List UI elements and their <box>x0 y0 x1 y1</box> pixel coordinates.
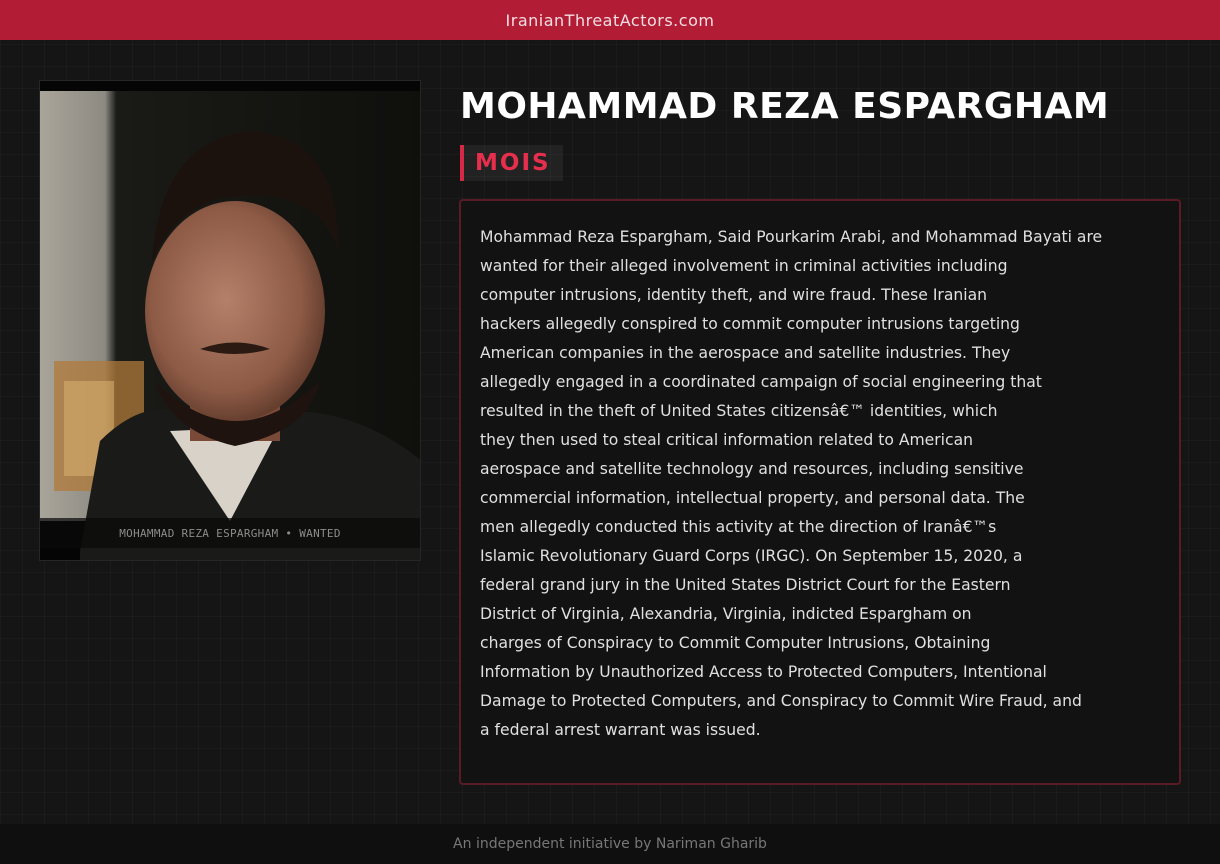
bio-line: aerospace and satellite technology and resources, including sensitive <box>480 460 1024 478</box>
site-header <box>0 0 1220 40</box>
bio-line: resulted in the theft of United States citizensâ€™ identities, which <box>480 402 998 420</box>
bio-line: Information by Unauthorized Access to Protected Computers, Intentional <box>480 663 1047 681</box>
bio-panel <box>459 199 1181 785</box>
bio-line: allegedly engaged in a coordinated campaign of social engineering that <box>480 373 1042 391</box>
bio-text <box>480 223 1160 745</box>
bio-line: District of Virginia, Alexandria, Virginia, indicted Espargham on <box>480 605 972 623</box>
site-footer <box>0 824 1220 864</box>
agency-badge <box>460 145 563 181</box>
bio-line: charges of Conspiracy to Commit Computer Intrusions, Obtaining <box>480 634 991 652</box>
bio-line: American companies in the aerospace and satellite industries. They <box>480 344 1011 362</box>
photo-caption: MOHAMMAD REZA ESPARGHAM • WANTED <box>40 518 420 548</box>
bio-line: a federal arrest warrant was issued. <box>480 721 761 739</box>
bio-line: they then used to steal critical information related to American <box>480 431 974 449</box>
bio-line: Damage to Protected Computers, and Conspiracy to Commit Wire Fraud, and <box>480 692 1082 710</box>
site-title[interactable]: IranianThreatActors.com <box>505 10 715 30</box>
bio-line: computer intrusions, identity theft, and wire fraud. These Iranian <box>480 286 988 304</box>
bio-line: hackers allegedly conspired to commit computer intrusions targeting <box>480 315 1020 333</box>
bio-line: commercial information, intellectual property, and personal data. The <box>480 489 1025 507</box>
bio-line: wanted for their alleged involvement in criminal activities including <box>480 257 1008 275</box>
footer-credit: An independent initiative by Nariman Gharib <box>453 836 767 852</box>
bio-line: Mohammad Reza Espargham, Said Pourkarim Arabi, and Mohammad Bayati are <box>480 228 1103 246</box>
portrait-image <box>40 81 421 561</box>
suspect-name: MOHAMMAD REZA ESPARGHAM <box>460 86 1110 127</box>
bio-line: Islamic Revolutionary Guard Corps (IRGC). On September 15, 2020, a <box>480 547 1023 565</box>
agency-label: MOIS <box>475 150 551 176</box>
bio-line: federal grand jury in the United States District Court for the Eastern <box>480 576 1011 594</box>
bio-line: men allegedly conducted this activity at the direction of Iranâ€™s <box>480 518 997 536</box>
suspect-photo <box>39 80 421 561</box>
